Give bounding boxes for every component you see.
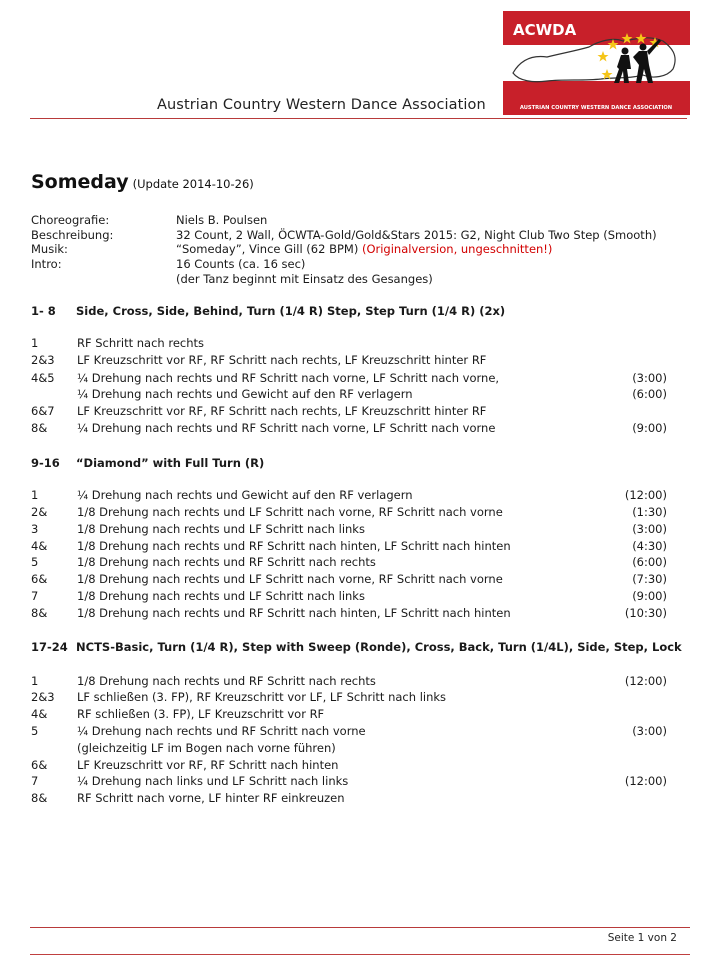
step-desc: LF Kreuzschritt vor RF, RF Schritt nach hinten (77, 758, 339, 772)
step-count: 7 (31, 774, 39, 788)
step-count: 3 (31, 522, 39, 536)
step-row (31, 773, 671, 789)
step-desc: 1/8 Drehung nach rechts und LF Schritt nach links (77, 522, 365, 536)
step-count: 6& (31, 572, 48, 586)
section-heading (31, 640, 682, 654)
header-divider (30, 118, 687, 119)
step-time: (6:00) (632, 555, 667, 569)
step-count: 1 (31, 674, 39, 688)
step-row (31, 386, 671, 402)
step-row (31, 352, 671, 368)
music-note: (Originalversion, ungeschnitten!) (361, 242, 553, 256)
step-count: 5 (31, 555, 39, 569)
step-row (31, 335, 671, 351)
section-number: 1- 8 (31, 304, 56, 318)
step-desc: (gleichzeitig LF im Bogen nach vorne führen) (77, 741, 336, 755)
info-value: Niels B. Poulsen (176, 213, 268, 227)
step-time: (7:30) (632, 572, 667, 586)
step-time: (10:30) (624, 606, 667, 620)
step-count: 1 (31, 336, 39, 350)
info-label: Choreografie: (31, 213, 110, 227)
step-count: 2&3 (31, 353, 55, 367)
step-count: 6& (31, 758, 48, 772)
step-time: (6:00) (632, 387, 667, 401)
step-time: (9:00) (632, 421, 667, 435)
info-value (176, 242, 552, 257)
step-time: (12:00) (624, 774, 667, 788)
step-count: 7 (31, 589, 39, 603)
logo-subtext: AUSTRIAN COUNTRY WESTERN DANCE ASSOCIATION (519, 105, 673, 111)
step-count: 2& (31, 505, 48, 519)
step-row (31, 588, 671, 604)
step-count: 4&5 (31, 371, 55, 385)
step-row (31, 571, 671, 587)
step-row (31, 554, 671, 570)
step-row (31, 538, 671, 554)
step-time: (3:00) (632, 724, 667, 738)
footer-divider-bottom (30, 954, 690, 955)
step-desc: ¼ Drehung nach rechts und RF Schritt nach vorne, LF Schritt nach vorne, (77, 371, 500, 385)
info-value: 16 Counts (ca. 16 sec) (176, 257, 306, 271)
step-desc: LF schließen (3. FP), RF Kreuzschritt vor LF, LF Schritt nach links (77, 690, 447, 704)
section-title: “Diamond” with Full Turn (R) (76, 456, 265, 470)
step-time: (3:00) (632, 371, 667, 385)
step-count: 1 (31, 488, 39, 502)
info-label: Musik: (31, 242, 68, 256)
step-time: (1:30) (632, 505, 667, 519)
step-row (31, 790, 671, 806)
step-count: 4& (31, 539, 48, 553)
info-value: 32 Count, 2 Wall, ÖCWTA-Gold/Gold&Stars 2015: G2, Night Club Two Step (Smooth) (176, 228, 657, 242)
section-heading (31, 456, 264, 470)
step-desc: ¼ Drehung nach rechts und Gewicht auf den RF verlagern (77, 488, 413, 502)
step-row (31, 521, 671, 537)
acwda-logo (503, 11, 690, 115)
step-count: 4& (31, 707, 48, 721)
music-title: “Someday”, Vince Gill (62 BPM) (176, 242, 359, 256)
dance-title (31, 171, 254, 193)
step-count: 8& (31, 791, 48, 805)
step-desc: LF Kreuzschritt vor RF, RF Schritt nach rechts, LF Kreuzschritt hinter RF (77, 353, 487, 367)
step-row (31, 740, 671, 756)
step-row (31, 487, 671, 503)
info-intro-note (0, 272, 709, 287)
info-beschreibung (0, 228, 709, 243)
step-desc: 1/8 Drehung nach rechts und RF Schritt nach rechts (77, 555, 376, 569)
step-time: (3:00) (632, 522, 667, 536)
step-row (31, 757, 671, 773)
info-label: Beschreibung: (31, 228, 114, 242)
section-heading (31, 304, 505, 318)
step-desc: 1/8 Drehung nach rechts und LF Schritt nach vorne, RF Schritt nach vorne (77, 572, 503, 586)
footer-divider (30, 927, 690, 928)
step-desc: ¼ Drehung nach rechts und Gewicht auf den RF verlagern (77, 387, 413, 401)
step-row (31, 723, 671, 739)
step-desc: LF Kreuzschritt vor RF, RF Schritt nach rechts, LF Kreuzschritt hinter RF (77, 404, 487, 418)
step-count: 8& (31, 421, 48, 435)
info-choreografie (0, 213, 709, 228)
step-desc: 1/8 Drehung nach rechts und RF Schritt nach hinten, LF Schritt nach hinten (77, 539, 511, 553)
step-row (31, 689, 671, 705)
step-row (31, 370, 671, 386)
step-count: 5 (31, 724, 39, 738)
step-count: 6&7 (31, 404, 55, 418)
step-time: (12:00) (624, 488, 667, 502)
step-desc: 1/8 Drehung nach rechts und LF Schritt nach vorne, RF Schritt nach vorne (77, 505, 503, 519)
step-time: (9:00) (632, 589, 667, 603)
info-intro (0, 257, 709, 272)
step-desc: ¼ Drehung nach rechts und RF Schritt nach vorne (77, 724, 366, 738)
step-count: 8& (31, 606, 48, 620)
step-desc: 1/8 Drehung nach rechts und RF Schritt nach hinten, LF Schritt nach hinten (77, 606, 511, 620)
step-desc: ¼ Drehung nach rechts und RF Schritt nach vorne, LF Schritt nach vorne (77, 421, 496, 435)
step-time: (12:00) (624, 674, 667, 688)
section-title: NCTS-Basic, Turn (1/4 R), Step with Sweep (Ronde), Cross, Back, Turn (1/4L), Side, Step, Lock (76, 640, 682, 654)
section-number: 9-16 (31, 456, 60, 470)
info-label: Intro: (31, 257, 62, 271)
step-row (31, 403, 671, 419)
step-time: (4:30) (632, 539, 667, 553)
step-row (31, 504, 671, 520)
step-row (31, 706, 671, 722)
update-date: (Update 2014-10-26) (132, 177, 254, 191)
info-value: (der Tanz beginnt mit Einsatz des Gesanges) (176, 272, 433, 286)
step-desc: 1/8 Drehung nach rechts und RF Schritt nach rechts (77, 674, 376, 688)
page-number: Seite 1 von 2 (607, 932, 677, 944)
step-row (31, 420, 671, 436)
step-row (31, 605, 671, 621)
dance-name: Someday (31, 171, 129, 193)
logo-text: ACWDA (513, 21, 577, 39)
step-desc: ¼ Drehung nach links und LF Schritt nach links (77, 774, 349, 788)
info-musik (0, 242, 709, 257)
step-desc: RF Schritt nach rechts (77, 336, 205, 350)
org-name: Austrian Country Western Dance Association (157, 97, 486, 113)
step-row (31, 673, 671, 689)
step-desc: RF schließen (3. FP), LF Kreuzschritt vor RF (77, 707, 325, 721)
section-number: 17-24 (31, 640, 68, 654)
section-title: Side, Cross, Side, Behind, Turn (1/4 R) Step, Step Turn (1/4 R) (2x) (76, 304, 506, 318)
step-desc: RF Schritt nach vorne, LF hinter RF einkreuzen (77, 791, 345, 805)
step-count: 2&3 (31, 690, 55, 704)
step-desc: 1/8 Drehung nach rechts und LF Schritt nach links (77, 589, 365, 603)
